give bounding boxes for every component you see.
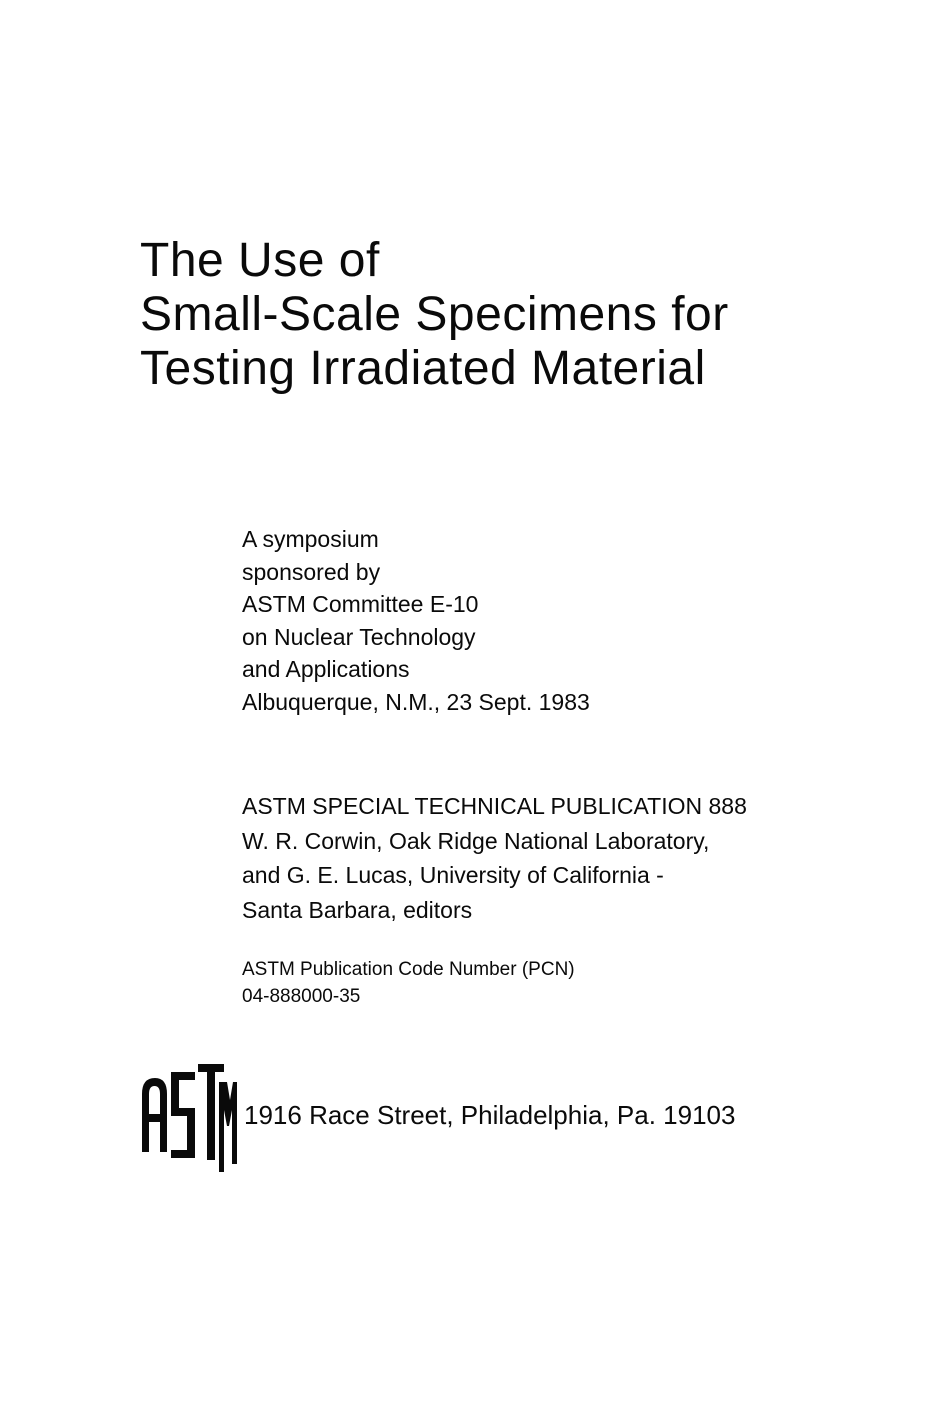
astm-logo-icon [138,1060,238,1172]
title-line-2: Small-Scale Specimens for [140,288,729,341]
publication-line: ASTM SPECIAL TECHNICAL PUBLICATION 888 [242,793,747,819]
title-line-3: Testing Irradiated Material [140,342,706,395]
symposium-line: on Nuclear Technology [242,623,476,650]
symposium-line: and Applications [242,656,410,683]
symposium-info [242,523,922,719]
symposium-line: Albuquerque, N.M., 23 Sept. 1983 [242,688,590,715]
publication-line: Santa Barbara, editors [242,896,473,923]
publication-code [242,956,932,1010]
publisher-address: 1916 Race Street, Philadelphia, Pa. 19103 [244,1100,736,1130]
pcn-line: ASTM Publication Code Number (PCN) [242,959,575,980]
symposium-line: ASTM Committee E-10 [242,591,479,618]
publication-line: and G. E. Lucas, University of California - [242,862,664,889]
title-line-1: The Use of [140,234,380,287]
symposium-line: A symposium [242,526,379,552]
book-title [140,234,920,396]
publication-info [242,789,932,927]
publication-line: W. R. Corwin, Oak Ridge National Laboratory, [242,827,710,854]
pcn-line: 04-888000-35 [242,986,361,1007]
symposium-line: sponsored by [242,558,381,585]
